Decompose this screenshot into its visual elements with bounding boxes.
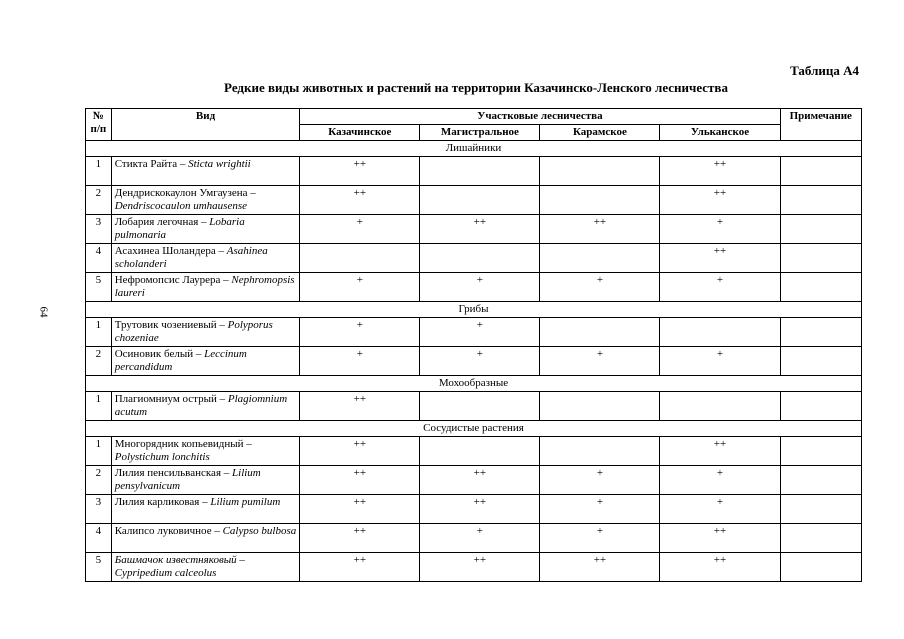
species-cell [111, 215, 300, 244]
species-cell [111, 437, 300, 466]
header-districts-group: Участковые лесничества [300, 109, 780, 125]
row-number: 4 [86, 244, 112, 273]
species-common-name: Многорядник копьевидный – [114, 438, 252, 450]
occurrence-mark: ++ [300, 186, 420, 215]
occurrence-mark [540, 437, 660, 466]
occurrence-mark [540, 318, 660, 347]
species-latin-name: Dendriscocaulon umhausense [114, 200, 248, 212]
section-row [86, 302, 862, 318]
species-latin-name: Leccinum percandidum [114, 348, 247, 373]
table-row [86, 273, 862, 302]
occurrence-mark [300, 244, 420, 273]
species-cell [111, 495, 300, 524]
occurrence-mark: ++ [660, 553, 780, 582]
occurrence-mark: ++ [660, 437, 780, 466]
species-common-name: Асахинеа Шоландера – [114, 245, 227, 257]
table-row [86, 318, 862, 347]
table-label: Таблица А4 [790, 63, 859, 78]
occurrence-mark: + [540, 273, 660, 302]
species-latin-name: Asahinea scholanderi [114, 245, 268, 270]
note-cell [780, 524, 862, 553]
row-number: 1 [86, 318, 112, 347]
species-latin-name: Lilium pensylvanicum [114, 467, 261, 492]
occurrence-mark: + [660, 466, 780, 495]
occurrence-mark: ++ [420, 495, 540, 524]
occurrence-mark [660, 392, 780, 421]
header-species: Вид [111, 109, 300, 141]
species-latin-name: Nephromopsis laureri [114, 274, 295, 299]
row-number: 2 [86, 186, 112, 215]
species-latin-name: Polyporus chozeniae [114, 319, 273, 344]
note-cell [780, 244, 862, 273]
table-title: Редкие виды животных и растений на территории Казачинско-Ленского лесничества [224, 80, 728, 95]
occurrence-mark: + [540, 495, 660, 524]
occurrence-mark [420, 244, 540, 273]
species-common-name: Дендрискокаулон Умгаузена – [114, 187, 256, 199]
table-row [86, 186, 862, 215]
species-common-name: Башмачок известняковый – [114, 554, 245, 566]
species-latin-name: Calypso bulbosa [222, 525, 297, 537]
species-cell [111, 318, 300, 347]
occurrence-mark [540, 186, 660, 215]
note-cell [780, 495, 862, 524]
row-number: 1 [86, 157, 112, 186]
occurrence-mark: ++ [540, 553, 660, 582]
occurrence-mark [420, 157, 540, 186]
species-cell [111, 273, 300, 302]
occurrence-mark: + [300, 318, 420, 347]
table-row [86, 495, 862, 524]
note-cell [780, 392, 862, 421]
occurrence-mark: ++ [300, 437, 420, 466]
species-cell [111, 553, 300, 582]
occurrence-mark: ++ [420, 215, 540, 244]
occurrence-mark: + [420, 347, 540, 376]
occurrence-mark: + [660, 347, 780, 376]
note-cell [780, 466, 862, 495]
occurrence-mark: + [300, 347, 420, 376]
occurrence-mark: + [540, 347, 660, 376]
occurrence-mark: ++ [300, 157, 420, 186]
row-number: 4 [86, 524, 112, 553]
occurrence-mark [420, 437, 540, 466]
row-number: 2 [86, 347, 112, 376]
occurrence-mark [420, 186, 540, 215]
header-district: Карамское [540, 125, 660, 141]
occurrence-mark: ++ [300, 466, 420, 495]
section-title: Мохообразные [86, 376, 862, 392]
occurrence-mark: ++ [660, 186, 780, 215]
species-cell [111, 466, 300, 495]
species-cell [111, 157, 300, 186]
species-common-name: Лобария легочная – [114, 216, 210, 228]
species-latin-name: Lilium pumilum [210, 496, 281, 508]
table-row [86, 392, 862, 421]
species-common-name: Трутовик чозениевый – [114, 319, 228, 331]
row-number: 5 [86, 273, 112, 302]
occurrence-mark: + [660, 215, 780, 244]
table-row [86, 157, 862, 186]
occurrence-mark: ++ [300, 392, 420, 421]
occurrence-mark: ++ [420, 553, 540, 582]
species-cell [111, 347, 300, 376]
occurrence-mark [540, 244, 660, 273]
note-cell [780, 347, 862, 376]
section-row [86, 376, 862, 392]
note-cell [780, 186, 862, 215]
occurrence-mark: + [660, 273, 780, 302]
occurrence-mark: + [540, 466, 660, 495]
species-common-name: Плагиомниум острый – [114, 393, 228, 405]
occurrence-mark: + [300, 273, 420, 302]
header-note: Примечание [780, 109, 862, 141]
species-cell [111, 244, 300, 273]
header-num: № п/п [86, 109, 112, 141]
header-district: Казачинское [300, 125, 420, 141]
species-common-name: Лилия пенсильванская – [114, 467, 233, 479]
species-table [85, 108, 862, 582]
section-row [86, 421, 862, 437]
species-latin-name: Polystichum lonchitis [114, 451, 210, 463]
occurrence-mark [540, 392, 660, 421]
table-row [86, 244, 862, 273]
row-number: 3 [86, 215, 112, 244]
species-cell [111, 392, 300, 421]
species-common-name: Лилия карликовая – [114, 496, 211, 508]
occurrence-mark: + [420, 524, 540, 553]
table-row [86, 215, 862, 244]
occurrence-mark: ++ [660, 524, 780, 553]
note-cell [780, 157, 862, 186]
section-title: Грибы [86, 302, 862, 318]
occurrence-mark: + [660, 495, 780, 524]
row-number: 1 [86, 437, 112, 466]
occurrence-mark: ++ [660, 244, 780, 273]
note-cell [780, 273, 862, 302]
section-title: Лишайники [86, 141, 862, 157]
occurrence-mark: ++ [300, 524, 420, 553]
occurrence-mark: ++ [420, 466, 540, 495]
occurrence-mark [540, 157, 660, 186]
species-cell [111, 524, 300, 553]
table-row [86, 466, 862, 495]
occurrence-mark: + [540, 524, 660, 553]
table-body [86, 141, 862, 582]
species-common-name: Стикта Райта – [114, 158, 189, 170]
section-row [86, 141, 862, 157]
species-latin-name: Sticta wrightii [188, 158, 251, 170]
occurrence-mark [420, 392, 540, 421]
page-number: 64 [37, 306, 50, 318]
species-cell [111, 186, 300, 215]
occurrence-mark: ++ [660, 157, 780, 186]
occurrence-mark: + [300, 215, 420, 244]
species-latin-name: Lobaria pulmonaria [114, 216, 245, 241]
note-cell [780, 215, 862, 244]
occurrence-mark: ++ [300, 553, 420, 582]
header-district: Ульканское [660, 125, 780, 141]
table-row [86, 437, 862, 466]
table-row [86, 553, 862, 582]
occurrence-mark: + [420, 273, 540, 302]
occurrence-mark: ++ [540, 215, 660, 244]
header-district: Магистральное [420, 125, 540, 141]
table-row [86, 524, 862, 553]
row-number: 5 [86, 553, 112, 582]
row-number: 1 [86, 392, 112, 421]
occurrence-mark: ++ [300, 495, 420, 524]
note-cell [780, 553, 862, 582]
species-common-name: Осиновик белый – [114, 348, 205, 360]
species-common-name: Нефромопсис Лаурера – [114, 274, 232, 286]
note-cell [780, 318, 862, 347]
species-latin-name: Plagiomnium acutum [114, 393, 288, 418]
occurrence-mark [660, 318, 780, 347]
section-title: Сосудистые растения [86, 421, 862, 437]
occurrence-mark: + [420, 318, 540, 347]
row-number: 3 [86, 495, 112, 524]
species-common-name: Калипсо луковичное – [114, 525, 223, 537]
table-row [86, 347, 862, 376]
row-number: 2 [86, 466, 112, 495]
species-latin-name: Cypripedium calceolus [114, 567, 217, 579]
note-cell [780, 437, 862, 466]
